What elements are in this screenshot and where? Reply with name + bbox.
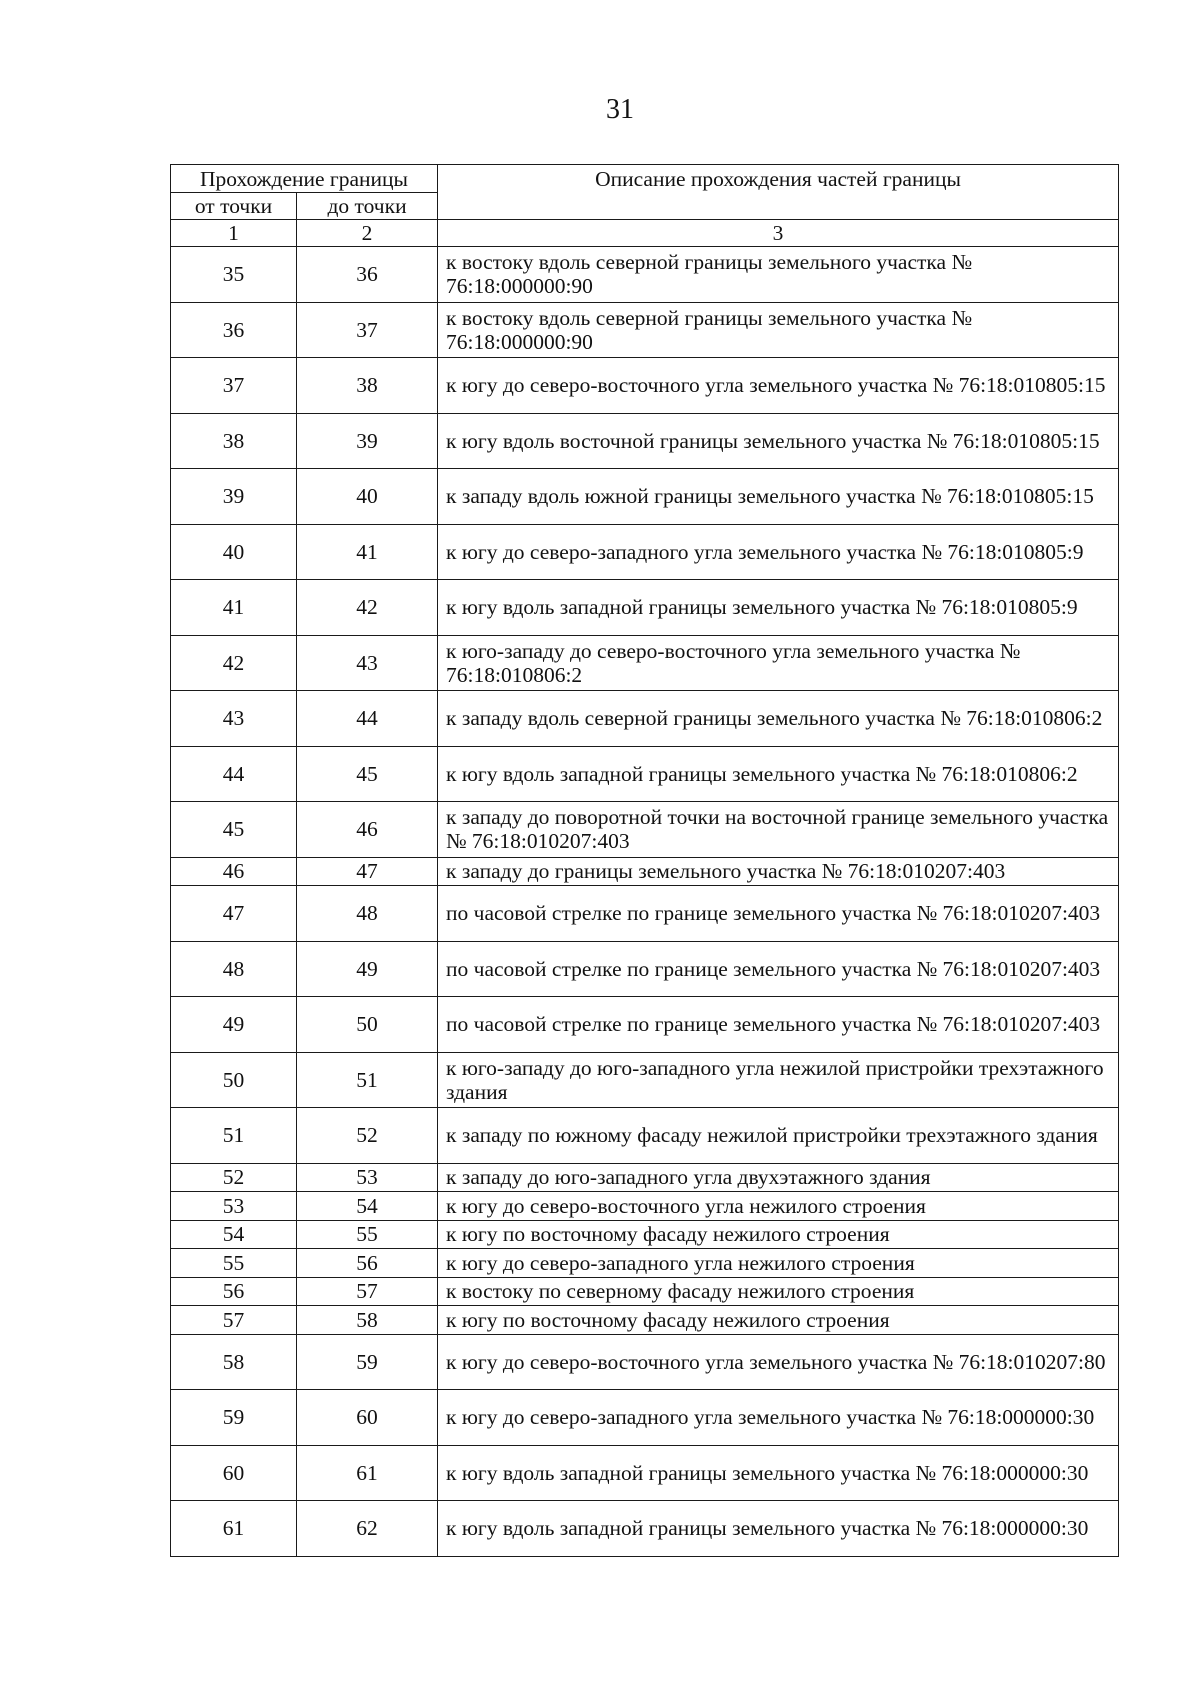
header-col-number-1: 1 — [171, 220, 297, 247]
table-row — [171, 1334, 1119, 1390]
table-row — [171, 524, 1119, 580]
from-point-cell: 39 — [171, 469, 297, 525]
description-cell: к западу вдоль южной границы земельного участка № 76:18:010805:15 — [438, 469, 1119, 525]
from-point-cell: 61 — [171, 1501, 297, 1557]
from-point-cell: 36 — [171, 302, 297, 358]
to-point-cell: 36 — [297, 247, 438, 303]
table-body — [171, 247, 1119, 1557]
from-point-cell: 44 — [171, 746, 297, 802]
to-point-cell: 37 — [297, 302, 438, 358]
to-point-cell: 49 — [297, 941, 438, 997]
from-point-cell: 58 — [171, 1334, 297, 1390]
table-row — [171, 886, 1119, 942]
to-point-cell: 52 — [297, 1108, 438, 1164]
from-point-cell: 54 — [171, 1220, 297, 1249]
to-point-cell: 57 — [297, 1277, 438, 1306]
from-point-cell: 42 — [171, 635, 297, 691]
header-from-point: от точки — [171, 193, 297, 220]
from-point-cell: 37 — [171, 358, 297, 414]
description-cell: к западу до юго-западного угла двухэтажного здания — [438, 1163, 1119, 1192]
description-cell: к западу по южному фасаду нежилой пристройки трехэтажного здания — [438, 1108, 1119, 1164]
table-row — [171, 997, 1119, 1053]
to-point-cell: 61 — [297, 1445, 438, 1501]
to-point-cell: 59 — [297, 1334, 438, 1390]
table-row — [171, 1192, 1119, 1221]
table-row — [171, 247, 1119, 303]
description-cell: к югу вдоль западной границы земельного участка № 76:18:000000:30 — [438, 1501, 1119, 1557]
description-cell: к югу до северо-западного угла земельного участка № 76:18:010805:9 — [438, 524, 1119, 580]
table-row — [171, 1501, 1119, 1557]
description-cell: к югу до северо-восточного угла нежилого строения — [438, 1192, 1119, 1221]
table-row — [171, 691, 1119, 747]
from-point-cell: 59 — [171, 1390, 297, 1446]
page-number: 31 — [606, 94, 634, 125]
from-point-cell: 43 — [171, 691, 297, 747]
table-row — [171, 802, 1119, 858]
description-cell: к югу по восточному фасаду нежилого строения — [438, 1220, 1119, 1249]
table-row — [171, 1445, 1119, 1501]
to-point-cell: 45 — [297, 746, 438, 802]
description-cell: к западу до границы земельного участка № 76:18:010207:403 — [438, 857, 1119, 886]
from-point-cell: 47 — [171, 886, 297, 942]
table-row — [171, 941, 1119, 997]
to-point-cell: 55 — [297, 1220, 438, 1249]
table-row — [171, 358, 1119, 414]
from-point-cell: 55 — [171, 1249, 297, 1278]
to-point-cell: 50 — [297, 997, 438, 1053]
description-cell: к востоку по северному фасаду нежилого строения — [438, 1277, 1119, 1306]
description-cell: по часовой стрелке по границе земельного участка № 76:18:010207:403 — [438, 997, 1119, 1053]
table-row — [171, 635, 1119, 691]
table-row — [171, 1390, 1119, 1446]
from-point-cell: 46 — [171, 857, 297, 886]
from-point-cell: 35 — [171, 247, 297, 303]
description-cell: к югу до северо-западного угла земельного участка № 76:18:000000:30 — [438, 1390, 1119, 1446]
to-point-cell: 56 — [297, 1249, 438, 1278]
description-cell: к югу вдоль восточной границы земельного участка № 76:18:010805:15 — [438, 413, 1119, 469]
description-cell: к западу вдоль северной границы земельного участка № 76:18:010806:2 — [438, 691, 1119, 747]
description-cell: к югу до северо-восточного угла земельного участка № 76:18:010207:80 — [438, 1334, 1119, 1390]
from-point-cell: 60 — [171, 1445, 297, 1501]
table-row — [171, 746, 1119, 802]
boundary-table — [170, 164, 1119, 1557]
table-row — [171, 1277, 1119, 1306]
from-point-cell: 51 — [171, 1108, 297, 1164]
description-cell: по часовой стрелке по границе земельного участка № 76:18:010207:403 — [438, 941, 1119, 997]
table-row — [171, 413, 1119, 469]
header-col-number-3: 3 — [438, 220, 1119, 247]
description-cell: к югу до северо-восточного угла земельного участка № 76:18:010805:15 — [438, 358, 1119, 414]
from-point-cell: 38 — [171, 413, 297, 469]
table-row — [171, 580, 1119, 636]
from-point-cell: 56 — [171, 1277, 297, 1306]
to-point-cell: 53 — [297, 1163, 438, 1192]
header-description: Описание прохождения частей границы — [438, 165, 1119, 220]
from-point-cell: 53 — [171, 1192, 297, 1221]
table-row — [171, 1052, 1119, 1108]
table-row — [171, 1249, 1119, 1278]
header-to-point: до точки — [297, 193, 438, 220]
table-row — [171, 1163, 1119, 1192]
description-cell: к востоку вдоль северной границы земельного участка № 76:18:000000:90 — [438, 247, 1119, 303]
to-point-cell: 40 — [297, 469, 438, 525]
from-point-cell: 50 — [171, 1052, 297, 1108]
from-point-cell: 45 — [171, 802, 297, 858]
table-row — [171, 1220, 1119, 1249]
description-cell: к востоку вдоль северной границы земельного участка № 76:18:000000:90 — [438, 302, 1119, 358]
description-cell: к юго-западу до юго-западного угла нежилой пристройки трехэтажного здания — [438, 1052, 1119, 1108]
to-point-cell: 48 — [297, 886, 438, 942]
table-row — [171, 1306, 1119, 1335]
to-point-cell: 62 — [297, 1501, 438, 1557]
to-point-cell: 58 — [297, 1306, 438, 1335]
header-boundary-passage: Прохождение границы — [171, 165, 438, 193]
description-cell: к западу до поворотной точки на восточной границе земельного участка № 76:18:010207:403 — [438, 802, 1119, 858]
description-cell: к югу вдоль западной границы земельного участка № 76:18:000000:30 — [438, 1445, 1119, 1501]
from-point-cell: 48 — [171, 941, 297, 997]
description-cell: к юго-западу до северо-восточного угла земельного участка № 76:18:010806:2 — [438, 635, 1119, 691]
table-row — [171, 857, 1119, 886]
to-point-cell: 47 — [297, 857, 438, 886]
description-cell: к югу вдоль западной границы земельного участка № 76:18:010806:2 — [438, 746, 1119, 802]
from-point-cell: 49 — [171, 997, 297, 1053]
to-point-cell: 42 — [297, 580, 438, 636]
to-point-cell: 44 — [297, 691, 438, 747]
to-point-cell: 54 — [297, 1192, 438, 1221]
description-cell: к югу вдоль западной границы земельного участка № 76:18:010805:9 — [438, 580, 1119, 636]
from-point-cell: 52 — [171, 1163, 297, 1192]
table-row — [171, 1108, 1119, 1164]
to-point-cell: 60 — [297, 1390, 438, 1446]
to-point-cell: 51 — [297, 1052, 438, 1108]
table-row — [171, 302, 1119, 358]
to-point-cell: 41 — [297, 524, 438, 580]
description-cell: к югу до северо-западного угла нежилого строения — [438, 1249, 1119, 1278]
to-point-cell: 43 — [297, 635, 438, 691]
to-point-cell: 39 — [297, 413, 438, 469]
header-col-number-2: 2 — [297, 220, 438, 247]
from-point-cell: 57 — [171, 1306, 297, 1335]
description-cell: по часовой стрелке по границе земельного участка № 76:18:010207:403 — [438, 886, 1119, 942]
description-cell: к югу по восточному фасаду нежилого строения — [438, 1306, 1119, 1335]
from-point-cell: 40 — [171, 524, 297, 580]
to-point-cell: 38 — [297, 358, 438, 414]
table-row — [171, 469, 1119, 525]
table-header — [171, 165, 1119, 247]
to-point-cell: 46 — [297, 802, 438, 858]
from-point-cell: 41 — [171, 580, 297, 636]
